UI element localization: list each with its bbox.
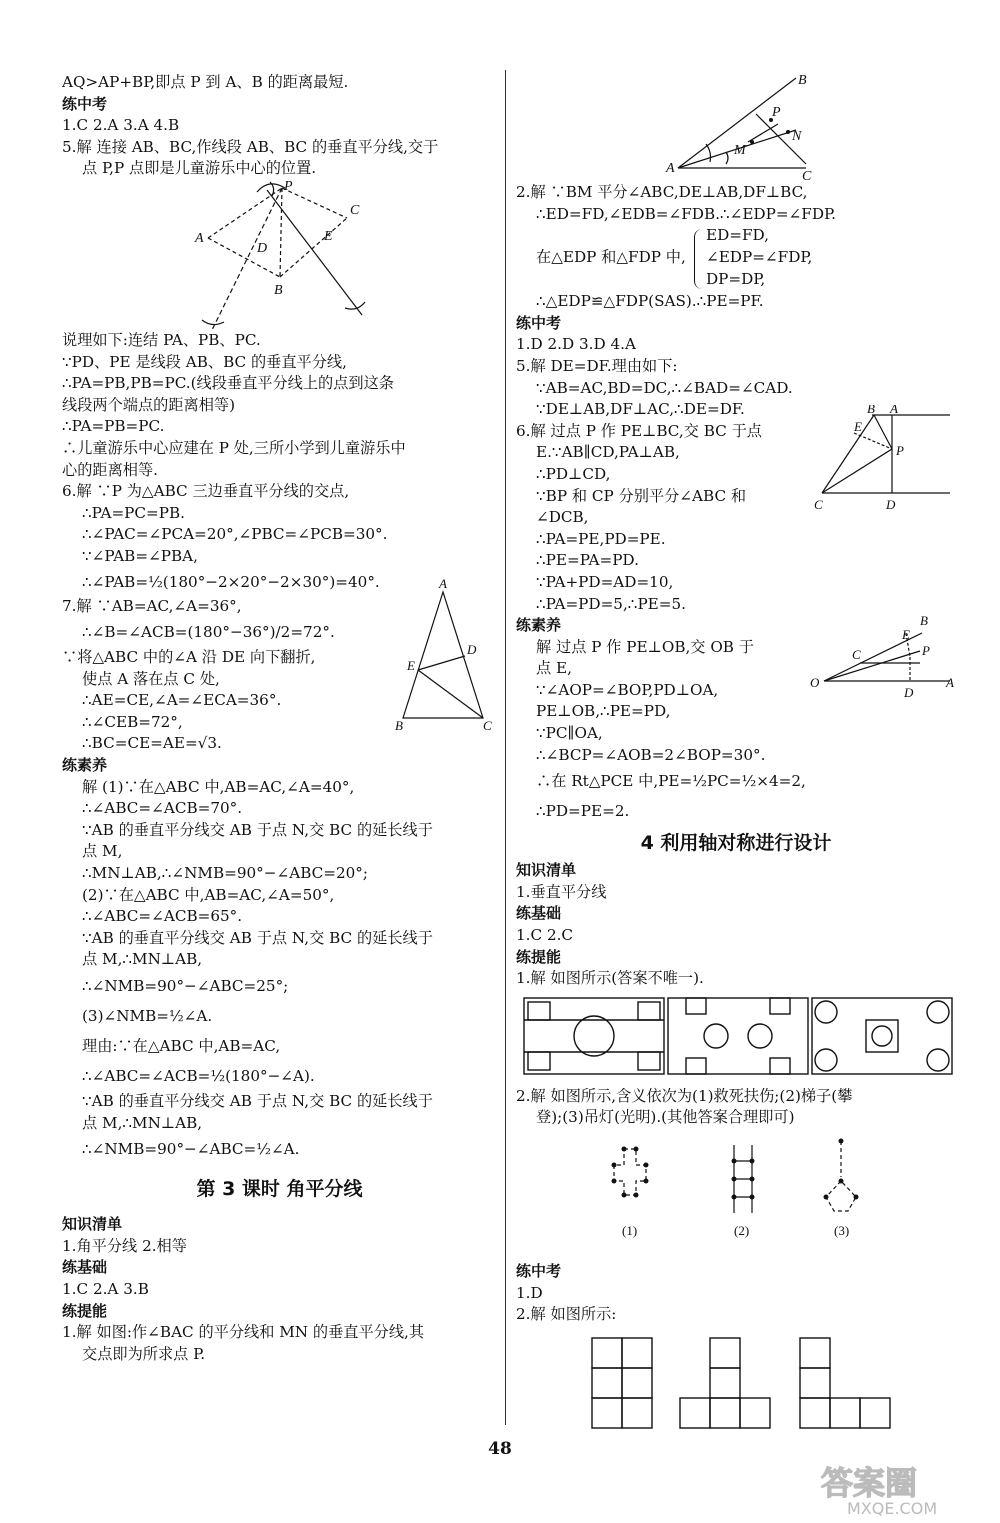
label-c: C — [350, 202, 360, 218]
text-line: 1.D — [516, 1283, 543, 1302]
text-line: ∴∠PAC=∠PCA=20°,∠PBC=∠PCB=30°. — [82, 525, 388, 544]
text-line: 点 P,P 点即是儿童游乐中心的位置. — [82, 159, 317, 178]
figure-folded-triangle — [395, 578, 495, 738]
text-line: ∴儿童游乐中心应建在 P 处,三所小学到儿童游乐中 — [62, 438, 406, 457]
section-heading: 知识清单 — [62, 1215, 123, 1234]
label-d: D — [257, 240, 268, 256]
label-c: C — [802, 169, 812, 182]
text-line: ∴∠CEB=72°, — [82, 712, 183, 731]
text-line: ∴∠NMB=90°−∠ABC=½∠A. — [82, 1140, 300, 1159]
caption-3: (3) — [834, 1223, 850, 1238]
text-line: (2)∵在△ABC 中,AB=AC,∠A=50°, — [82, 885, 335, 904]
figure-symbol-designs — [516, 1135, 956, 1253]
practice-section — [516, 615, 956, 826]
section-heading: 练素养 — [516, 616, 562, 635]
figure-angle-pc-parallel — [810, 611, 956, 711]
text-line: ∴PE=PA=PD. — [536, 551, 639, 570]
text-line: ∴PD⊥CD, — [536, 464, 611, 483]
text-line: ∴PA=PE,PD=PE. — [536, 529, 666, 548]
watermark-logo — [817, 1458, 982, 1518]
text-line: DP=DP, — [706, 270, 766, 289]
label-b: B — [274, 282, 283, 298]
figure-parallel-bisectors — [812, 405, 952, 515]
text-line: ∴∠ABC=∠ACB=65°. — [82, 907, 243, 926]
text-line: ∴∠NMB=90°−∠ABC=25°; — [82, 977, 289, 995]
text-line: 2.解 如图所示,含义依次为(1)救死扶伤;(2)梯子(攀 — [516, 1086, 853, 1105]
caption-2: (2) — [734, 1223, 750, 1238]
text-line: ∴∠B=∠ACB=(180°−36°)/2=72°. — [82, 623, 335, 642]
label-o: O — [810, 675, 820, 691]
text-line: ∵∠PAB=∠PBA, — [82, 546, 198, 565]
text-line: ∵PA+PD=AD=10, — [536, 572, 674, 591]
section-heading: 知识清单 — [516, 861, 577, 880]
text-line: 1.角平分线 2.相等 — [62, 1236, 187, 1255]
label-p: P — [284, 179, 293, 194]
label-d: D — [467, 641, 477, 657]
label-a: A — [439, 577, 447, 591]
section-heading: 练基础 — [62, 1258, 108, 1277]
caption-1: (1) — [622, 1223, 638, 1238]
figure-symmetric-designs — [516, 994, 956, 1080]
right-column — [516, 72, 956, 1440]
section-heading: 练基础 — [516, 904, 562, 923]
text-line: ∴∠ABC=∠ACB=70°. — [82, 799, 243, 818]
text-line: 5.解 连接 AB、BC,作线段 AB、BC 的垂直平分线,交于 — [62, 137, 439, 156]
text-line: 线段两个端点的距离相等) — [62, 395, 235, 414]
label-a: A — [946, 675, 954, 691]
text-line: 点 E, — [536, 659, 572, 678]
text-line: ∵AB 的垂直平分线交 AB 于点 N,交 BC 的延长线于 — [82, 1092, 433, 1110]
text-line: 点 M, — [82, 842, 123, 861]
text-line: ∵AB 的垂直平分线交 AB 于点 N,交 BC 的延长线于 — [82, 820, 433, 839]
label-b: B — [920, 613, 928, 629]
page-number: 48 — [488, 1439, 512, 1459]
text-line: 点 M,∴MN⊥AB, — [82, 950, 203, 969]
text-line: ∴BC=CE=AE=√3. — [82, 734, 222, 753]
label-c: C — [852, 647, 861, 663]
text-line: 点 M,∴MN⊥AB, — [82, 1113, 203, 1132]
label-e: E — [902, 627, 910, 643]
label-b: B — [395, 717, 403, 733]
label-c: C — [814, 496, 823, 512]
lesson-title: 4 利用轴对称进行设计 — [640, 832, 832, 855]
text-line: PE⊥OB,∴PE=PD, — [536, 702, 671, 721]
watermark-url: MXQE.COM — [847, 1499, 938, 1518]
label-a: A — [195, 230, 204, 246]
text-line: 理由:∵在△ABC 中,AB=AC, — [82, 1037, 281, 1055]
text-line: E.∵AB∥CD,PA⊥AB, — [536, 443, 680, 462]
text-line: 解 过点 P 作 PE⊥OB,交 OB 于 — [536, 637, 754, 656]
text-line: ∴∠ABC=∠ACB=½(180°−∠A). — [82, 1067, 315, 1085]
text-line: 使点 A 落在点 C 处, — [82, 669, 220, 688]
label-c: C — [483, 717, 492, 733]
text-line: AQ>AP+BP,即点 P 到 A、B 的距离最短. — [62, 73, 349, 91]
text-line: ∴AE=CE,∠A=∠ECA=36°. — [82, 691, 282, 710]
text-line: ∴∠PAB=½(180°−2×20°−2×30°)=40°. — [82, 572, 380, 591]
text-line: ∴在 Rt△PCE 中,PE=½PC=½×4=2, — [536, 772, 806, 791]
text-line: 心的距离相等. — [62, 460, 158, 479]
label-e: E — [324, 228, 333, 244]
figure-perpendicular-bisectors — [62, 180, 497, 330]
text-line: 7.解 ∵AB=AC,∠A=36°, — [62, 596, 242, 615]
text-line: ∴∠BCP=∠AOB=2∠BOP=30°. — [536, 745, 766, 764]
label-p: P — [772, 105, 781, 120]
figure-grid-designs — [516, 1330, 956, 1440]
column-divider — [505, 70, 506, 1425]
text-line: ∵BP 和 CP 分别平分∠ABC 和 — [536, 486, 747, 505]
text-line: ∴PA=PB=PC. — [62, 417, 165, 436]
section-heading: 练提能 — [62, 1301, 108, 1320]
text-line: ∵AB 的垂直平分线交 AB 于点 N,交 BC 的延长线于 — [82, 928, 433, 947]
text-line: ∴PA=PB,PB=PC.(线段垂直平分线上的点到这条 — [62, 374, 394, 393]
section-heading: 练提能 — [516, 947, 562, 966]
text-line: ∵将△ABC 中的∠A 沿 DE 向下翻折, — [62, 648, 316, 667]
text-line: ∠EDP=∠FDP, — [706, 248, 813, 267]
text-line: 1.垂直平分线 — [516, 882, 607, 901]
label-b: B — [798, 73, 807, 88]
text-line: 在△EDP 和△FDP 中, — [536, 248, 686, 267]
section-heading: 练素养 — [62, 756, 108, 775]
label-a: A — [890, 404, 898, 416]
label-b: B — [867, 404, 875, 416]
text-line: 交点即为所求点 P. — [82, 1344, 206, 1363]
text-line: 6.解 ∵P 为△ABC 三边垂直平分线的交点, — [62, 482, 350, 501]
label-p: P — [896, 442, 904, 458]
text-line: 2.解 如图所示: — [516, 1305, 617, 1324]
text-line: 登);(3)吊灯(光明).(其他答案合理即可) — [536, 1108, 795, 1127]
text-line: 解 (1)∵在△ABC 中,AB=AC,∠A=40°, — [82, 777, 355, 796]
label-a: A — [666, 161, 675, 176]
text-line: ∴PD=PE=2. — [536, 802, 630, 821]
text-line: 1.C 2.A 3.B — [62, 1279, 149, 1298]
text-line: ∴△EDP≌△FDP(SAS).∴PE=PF. — [536, 292, 764, 311]
case-block — [516, 225, 956, 291]
left-column — [62, 72, 497, 1365]
text-line: ED=FD, — [706, 226, 769, 245]
lesson-title: 第 3 课时 角平分线 — [196, 1178, 363, 1201]
text-line: 1.解 如图所示(答案不唯一). — [516, 969, 704, 988]
watermark-text: 答案圈 — [821, 1464, 918, 1502]
text-line: ∵AB=AC,BD=DC,∴∠BAD=∠CAD. — [536, 378, 793, 397]
label-d: D — [886, 496, 896, 512]
text-line: 1.解 如图:作∠BAC 的平分线和 MN 的垂直平分线,其 — [62, 1323, 425, 1342]
text-line: 1.C 2.C — [516, 926, 574, 945]
label-e: E — [854, 418, 862, 434]
text-line: 2.解 ∵BM 平分∠ABC,DE⊥AB,DF⊥BC, — [516, 183, 808, 201]
section-heading: 练中考 — [62, 94, 108, 113]
label-m: M — [734, 143, 746, 158]
text-line: ∵PD、PE 是线段 AB、BC 的垂直平分线, — [62, 352, 347, 371]
label-n: N — [792, 129, 802, 144]
text-line: 1.D 2.D 3.D 4.A — [516, 335, 636, 354]
text-line: ∴MN⊥AB,∴∠NMB=90°−∠ABC=20°; — [82, 864, 369, 883]
text-line: 5.解 DE=DF.理由如下: — [516, 356, 678, 375]
text-line: ∴PA=PC=PB. — [82, 503, 185, 522]
section-heading: 练中考 — [516, 313, 562, 332]
text-line: 6.解 过点 P 作 PE⊥BC,交 BC 于点 — [516, 421, 762, 440]
text-line: ∴PA=PD=5,∴PE=5. — [536, 594, 686, 613]
text-line: ∵∠AOP=∠BOP,PD⊥OA, — [536, 680, 719, 699]
text-line: ∵PC∥OA, — [536, 724, 603, 743]
text-line: ∴ED=FD,∠EDB=∠FDB.∴∠EDP=∠FDP. — [536, 204, 836, 223]
label-p: P — [922, 643, 930, 659]
text-line: ∵DE⊥AB,DF⊥AC,∴DE=DF. — [536, 400, 745, 419]
figure-angle-bisector — [516, 72, 956, 182]
label-e: E — [407, 657, 415, 673]
label-d: D — [904, 685, 914, 701]
text-line: 1.C 2.A 3.A 4.B — [62, 116, 180, 135]
text-line: (3)∠NMB=½∠A. — [82, 1007, 213, 1025]
section-heading: 练中考 — [516, 1262, 562, 1280]
text-line: 说理如下:连结 PA、PB、PC. — [62, 330, 261, 349]
text-line: ∠DCB, — [536, 508, 589, 527]
